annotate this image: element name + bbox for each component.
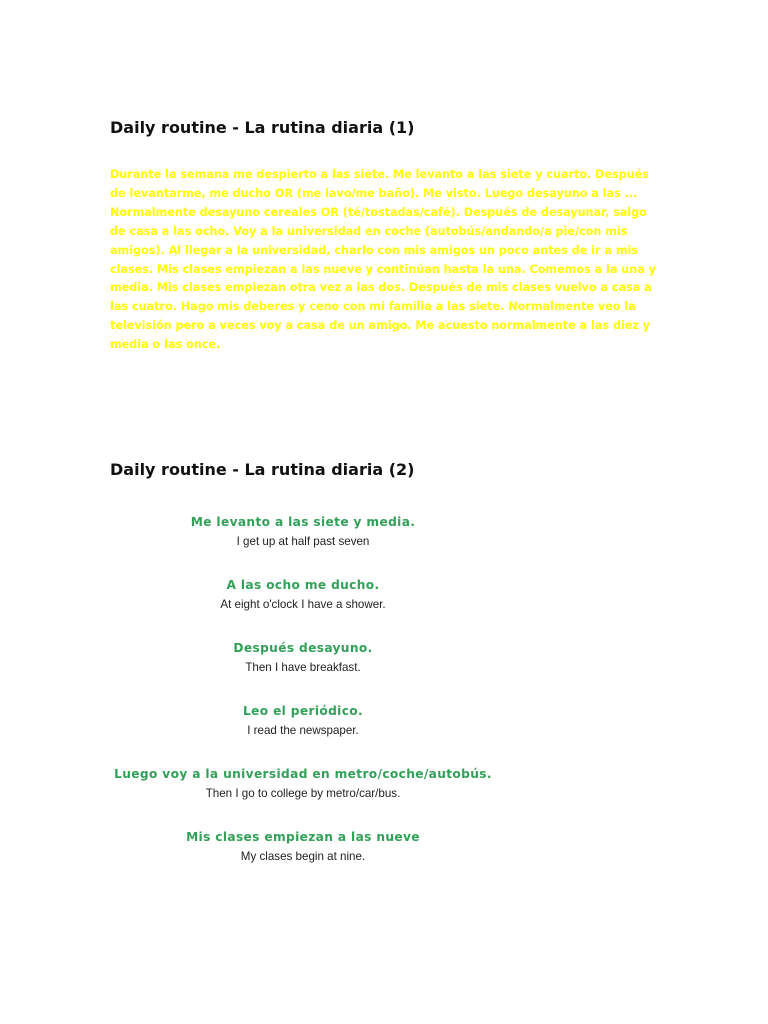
- spanish-phrase: Mis clases empiezan a las nueve: [186, 830, 420, 844]
- spanish-phrase: Leo el periódico.: [243, 704, 363, 718]
- english-translation: My clases begin at nine.: [240, 850, 366, 863]
- spanish-phrase: A las ocho me ducho.: [226, 578, 380, 592]
- phrase-list: [100, 514, 506, 892]
- daily-routine-paragraph: Durante la semana me despierto a las siete. Me levanto a las siete y cuarto. Después de levantarme, me ducho OR (me lavo/me baño). Me visto. Luego desayuno a las ... Normalmente desayuno cereales OR (té/tostadas/café). Después de desayunar, salgo de casa a las ocho. Voy a la universidad en coche (autobús/andando/a pie/con mis amigos). Al llegar a la universidad, charlo con mis amigos un poco antes de ir a mis clases. Mis clases empiezan a las nueve y continúan hasta la una. Comemos a la una y media. Mis clases empiezan otra vez a las dos. Después de mis clases vuelvo a casa a las cuatro. Hago mis deberes y ceno con mi familia a las siete. Normalmente veo la televisión pero a veces voy a casa de un amigo. Me acuesto normalmente a las diez y media o las once.: [110, 168, 656, 352]
- english-translation: I read the newspaper.: [247, 724, 359, 737]
- english-translation: I get up at half past seven: [236, 535, 370, 548]
- section-title-daily-routine-1: Daily routine - La rutina diaria (1): [110, 118, 415, 137]
- english-translation: At eight o'clock I have a shower.: [220, 598, 386, 611]
- spanish-phrase: Después desayuno.: [233, 641, 373, 655]
- phrase-pair: [100, 577, 506, 640]
- english-translation: Then I have breakfast.: [245, 661, 361, 674]
- phrase-pair: [100, 514, 506, 577]
- phrase-pair: [100, 703, 506, 766]
- spanish-phrase: Me levanto a las siete y media.: [190, 515, 416, 529]
- english-translation: Then I go to college by metro/car/bus.: [205, 787, 401, 800]
- phrase-pair: [100, 766, 506, 829]
- phrase-pair: [100, 829, 506, 892]
- section-title-daily-routine-2: Daily routine - La rutina diaria (2): [110, 460, 415, 479]
- phrase-pair: [100, 640, 506, 703]
- spanish-phrase: Luego voy a la universidad en metro/coche/autobús.: [114, 767, 492, 781]
